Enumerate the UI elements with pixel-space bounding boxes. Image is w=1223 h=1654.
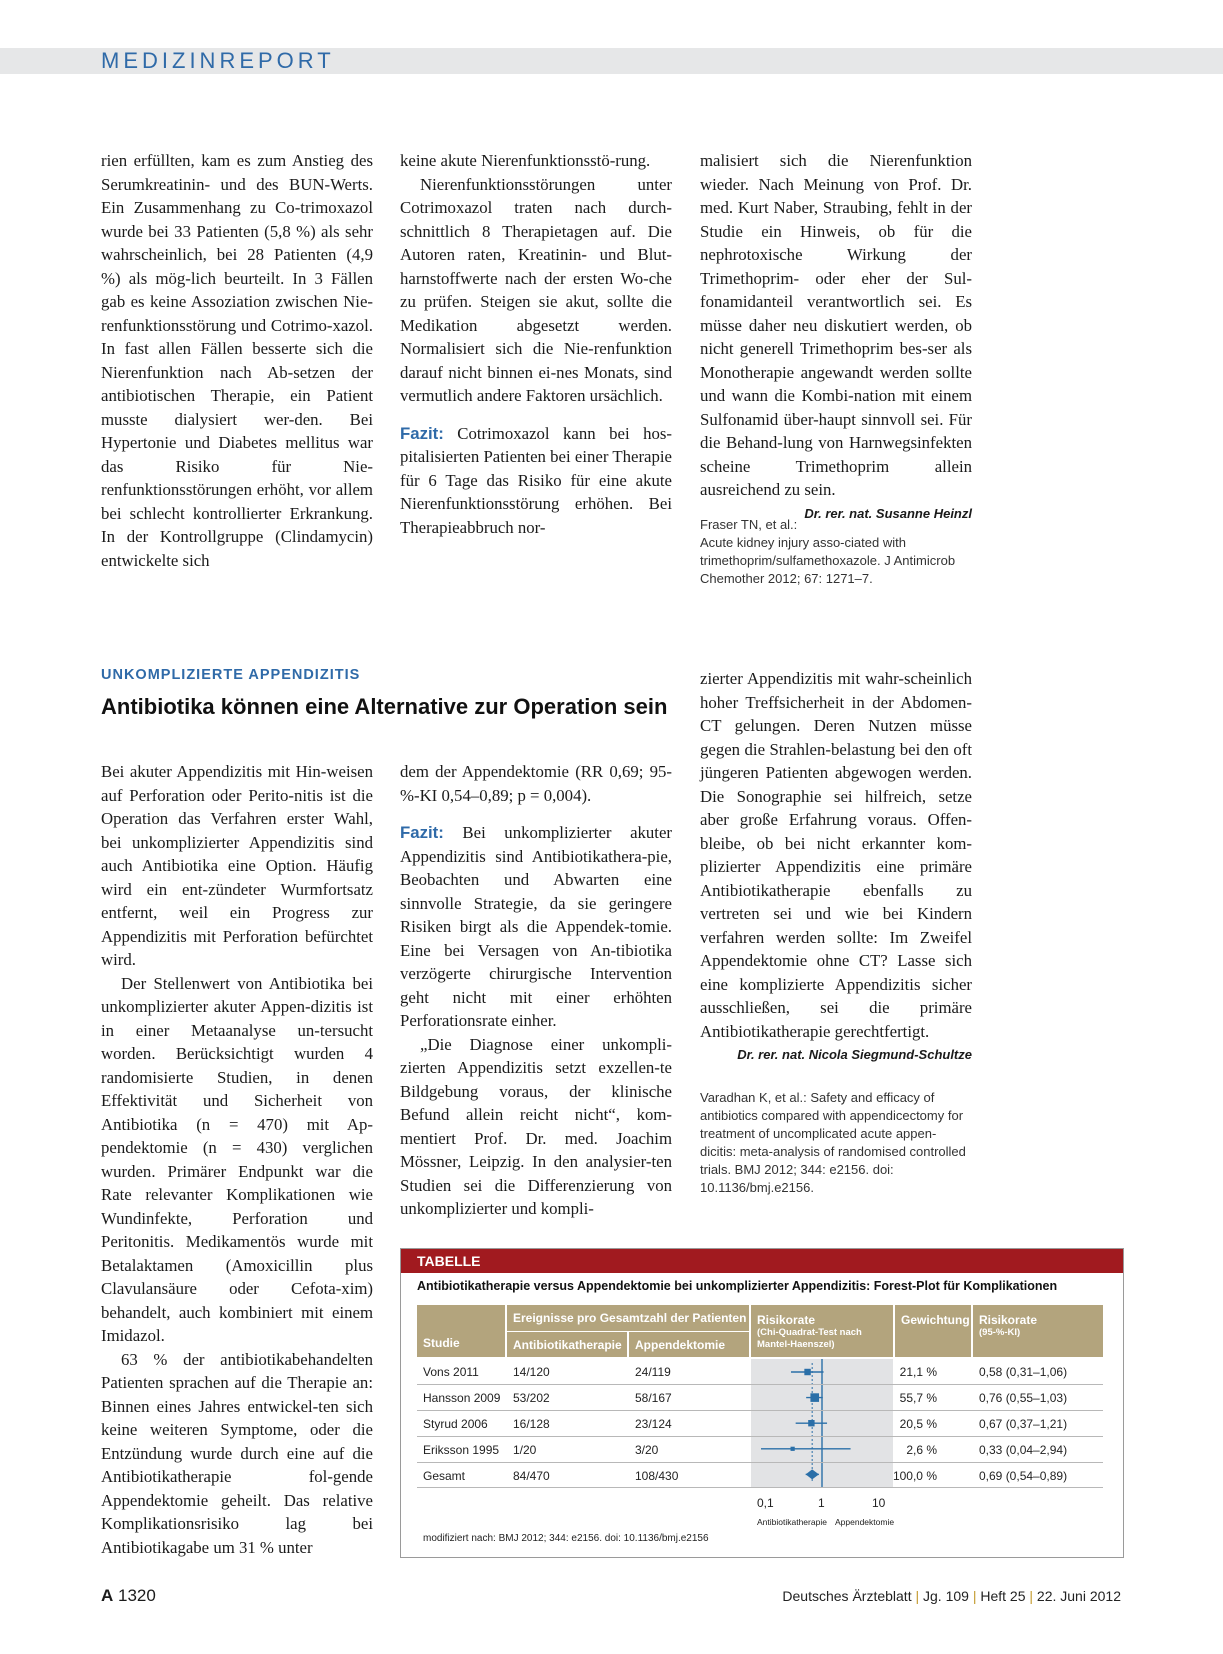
row-separator [417, 1436, 1103, 1437]
cell-gewichtung: 2,6 % [906, 1443, 937, 1457]
article1-col2-p1: keine akute Nierenfunktionsstö-rung. [400, 151, 651, 170]
cell-antibiotika: 53/202 [513, 1391, 550, 1405]
header-risikorate2-sub: (95-%-KI) [979, 1327, 1021, 1338]
cell-appendektomie: 3/20 [635, 1443, 659, 1457]
article2-fazit [400, 821, 672, 1033]
axis-tick-1: 1 [818, 1496, 825, 1510]
article2-headline: Antibiotika können eine Alternative zur Operation sein [101, 694, 668, 719]
article1-column3 [700, 149, 972, 588]
article1-fazit-text: Cotrimoxazol kann bei hos-pitalisierten Patienten bei einer Therapie für 6 Tage das Risiko für eine akute Nierenfunktionsstörung erhöhen. Bei Therapieabbruch nor- [400, 423, 672, 537]
page-number-value: 1320 [118, 1586, 156, 1605]
article2-column1 [101, 760, 373, 1559]
header-risikorate-sub: (Chi-Quadrat-Test nach Mantel-Haenszel) [757, 1327, 862, 1350]
article2-col2-p1: dem der Appendektomie (RR 0,69; 95-%-KI 0,54–0,89; p = 0,004). [400, 762, 672, 805]
table-source: modifiziert nach: BMJ 2012; 344: e2156. doi: 10.1136/bmj.e2156 [423, 1533, 709, 1544]
forest-plot-table [400, 1248, 1124, 1558]
axis-tick-0-1: 0,1 [757, 1496, 774, 1510]
journal-footer [782, 1588, 1121, 1604]
header-appendektomie: Appendektomie [635, 1338, 726, 1352]
page-prefix: A [101, 1586, 114, 1605]
cell-antibiotika: 14/120 [513, 1365, 550, 1379]
cell-studie: Eriksson 1995 [423, 1443, 500, 1457]
cell-appendektomie: 58/167 [635, 1391, 672, 1405]
cell-appendektomie: 24/119 [635, 1365, 671, 1379]
cell-risikorate: 0,33 (0,04–2,94) [979, 1443, 1068, 1457]
article1-author: Dr. rer. nat. Susanne Heinzl [804, 505, 972, 521]
cell-gewichtung: 55,7 % [899, 1391, 937, 1405]
article1-column2 [400, 149, 672, 539]
forest-plot [751, 1359, 893, 1487]
article2-reference: Varadhan K, et al.: Safety and efficacy of antibiotics compared with appendicectomy for treatment of uncomplicated acute appen-dicitis: meta-analysis of randomised controlled trials. BMJ 2012; 344: e2156. doi: 10.1136/bmj.e2156. [700, 1089, 966, 1195]
header-ereignisse: Ereignisse pro Gesamtzahl der Patienten [513, 1311, 747, 1325]
cell-risikorate: 0,69 (0,54–0,89) [979, 1469, 1068, 1483]
cell-studie: Styrud 2006 [423, 1417, 488, 1431]
article2-author: Dr. rer. nat. Nicola Siegmund-Schultze [737, 1047, 972, 1062]
point-estimate-marker [791, 1447, 795, 1451]
header-studie-bg [417, 1305, 505, 1357]
journal-date: 22. Juni 2012 [1036, 1588, 1121, 1604]
article2-col1-p3: 63 % der antibiotikabehandelten Patienten sprachen auf die Therapie an: Binnen eines Jahres entwickel-ten sich keine weiteren Symptome, oder die Entzündung wurde durch eine auf die Antibiotikatherapie fol-gende Appendektomie geheilt. Das relative Komplikationsrisiko lag bei Antibiotikagabe um 31 % unter [101, 1349, 373, 1557]
table-caption: Antibiotikatherapie versus Appendektomie bei unkomplizierter Appendizitis: Forest-Plot für Komplikationen [417, 1279, 1058, 1293]
article2-column2 [400, 760, 672, 1221]
article1-col2-p2: Nierenfunktionsstörungen unter Cotrimoxazol traten nach durch-schnittlich 8 Therapietagen auf. Die Autoren raten, Kreatinin- und Blut-harnstoffwerte nach der ersten Wo-che zu prüfen. Steigen sie akut, sollte die Medikation abgesetzt werden. Normalisiert sich die Nie-renfunktion darauf nicht binnen ei-nes Monats, sind vermutlich andere Faktoren ursächlich. [400, 174, 672, 405]
header-antibiotika: Antibiotikatherapie [513, 1338, 622, 1352]
header-risikorate2-bg [973, 1305, 1103, 1357]
article1-col1-text: rien erfüllten, kam es zum Anstieg des Serumkreatinin- und des BUN-Werts. Ein Zusammenhang zu Co-trimoxazol wurde bei 33 Patienten (5,8 %) als sehr wahrscheinlich, bei 28 Patienten (4,9 %) als mög-lich beurteilt. In 3 Fällen gab es keine Assoziation zwischen Nie-renfunktionsstörung und Cotrimo-xazol. In fast allen Fällen besserte sich die Nierenfunktion nach Ab-setzen der antibiotischen Therapie, ein Patient musste dialysiert wer-den. Bei Hypertonie und Diabetes mellitus war das Risiko für Nie-renfunktionsstörungen erhöht, vor allem bei schlecht kontrollierter Erkrankung. In der Kontrollgruppe (Clindamycin) entwickelte sich [101, 151, 373, 570]
cell-antibiotika: 1/20 [513, 1443, 537, 1457]
header-risikorate-bg [751, 1305, 893, 1357]
row-separator [417, 1462, 1103, 1463]
header-risikorate2: Risikorate [979, 1313, 1038, 1327]
header-gewichtung: Gewichtung [901, 1313, 970, 1327]
article1-col3-body: malisiert sich die Nierenfunktion wieder. Nach Meinung von Prof. Dr. med. Kurt Naber, Straubing, fehlt in der Studie ein Hinweis, ob für die nephrotoxische Wirkung der Trimethoprim- oder eher der Sul-fonamidanteil verantwortlich sei. Es müsse daher neu diskutiert werden, ob nicht generell Trimethoprim bes-ser als Monotherapie angewandt werden sollte und wann die Kombi-nation mit einem Sulfonamid über-haupt sinnvoll sei. Für die Behand-lung von Harnwegsinfekten scheine Trimethoprim allein ausreichend zu sein. [700, 151, 972, 499]
footer-divider: | [915, 1588, 920, 1604]
cell-antibiotika: 16/128 [513, 1417, 550, 1431]
row-separator [417, 1487, 1103, 1488]
point-estimate-marker [804, 1369, 810, 1375]
header-gewichtung-bg [895, 1305, 971, 1357]
journal-issue: Heft 25 [980, 1588, 1026, 1604]
article1-reference: Fraser TN, et al.: Acute kidney injury asso-ciated with trimethoprim/sulfamethoxazole. J Antimicrob Chemother 2012; 67: 1271–7. [700, 516, 956, 586]
cell-risikorate: 0,76 (0,55–1,03) [979, 1391, 1068, 1405]
page-number [101, 1586, 156, 1606]
header-appendektomie-bg [629, 1332, 749, 1357]
row-separator [417, 1410, 1103, 1411]
article1-fazit [400, 422, 672, 540]
cell-studie: Gesamt [423, 1469, 466, 1483]
axis-right-label: Appendektomie [835, 1517, 895, 1527]
journal-volume: Jg. 109 [923, 1588, 969, 1604]
article2-col1-p2: Der Stellenwert von Antibiotika bei unkomplizierter akuter Appen-dizitis ist in einer Metaanalyse un-tersucht worden. Berücksichtigt wurden 4 randomisierte Studien, in denen Effektivität und Sicherheit von Antibiotika (n = 470) mit Ap-pendektomie (n = 430) verglichen wurden. Primärer Endpunkt war die Rate relevanter Komplikationen wie Wundinfekte, Perforation und Peritonitis. Medikamentös wurde mit Betalaktamen (Amoxicillin plus Clavulansäure oder Cefota-xim) behandelt, auch kombiniert mit einem Imidazol. [101, 973, 373, 1345]
article2-fazit-text: Bei unkomplizierter akuter Appendizitis sind Antibiotikathera-pie, Beobachten und Abwarten eine sinnvolle Strategie, da sie geringere Risiken birgt als die Appendek-tomie. Eine bei Versagen von An-tibiotika verzögerte chirurgische Intervention geht nicht mit einer erhöhten Perforationsrate einher. [400, 823, 672, 1030]
cell-studie: Vons 2011 [423, 1365, 479, 1379]
header-antibiotika-bg [507, 1332, 627, 1357]
footer-divider: | [972, 1588, 977, 1604]
point-estimate-marker [808, 1420, 814, 1426]
article2-col2-p3: „Die Diagnose einer unkompli-zierten Appendizitis setzt exzellen-te Bildgebung voraus, der klinische Befund allein reicht nicht“, kom-mentiert Prof. Dr. med. Joachim Mössner, Leipzig. In den analysier-ten Studien sei die Differenzierung von unkomplizierter und kompli- [400, 1034, 672, 1218]
journal-name: Deutsches Ärzteblatt [782, 1588, 912, 1604]
cell-appendektomie: 108/430 [635, 1469, 679, 1483]
row-separator [417, 1384, 1103, 1385]
point-estimate-marker [810, 1393, 819, 1402]
footer-divider: | [1029, 1588, 1034, 1604]
cell-gewichtung: 100,0 % [892, 1469, 937, 1483]
cell-appendektomie: 23/124 [635, 1417, 672, 1431]
article1-col3-text [700, 149, 972, 521]
cell-risikorate: 0,58 (0,31–1,06) [979, 1365, 1068, 1379]
cell-antibiotika: 84/470 [513, 1469, 550, 1483]
axis-tick-10: 10 [872, 1496, 886, 1510]
article2-col3-text: zierter Appendizitis mit wahr-scheinlich hoher Treffsicherheit in der Abdomen-CT gelungen. Deren Nutzen müsse gegen die Strahlen-belastung bei den oft jüngeren Patienten abgewogen werden. Die Sonographie sei hilfreich, setze aber große Erfahrung voraus. Offen-bleibe, ob bei nicht erkannter kom-plizierter Appendizitis eine primäre Antibiotikatherapie ebenfalls zu vertreten sei und wie bei Kindern verfahren werden sollte: Im Zweifel Appendektomie ohne CT? Lasse sich eine komplizierte Appendizitis sicher ausschließen, sei die primäre Antibiotikatherapie gerechtfertigt. [700, 669, 972, 1041]
header-risikorate: Risikorate [757, 1313, 816, 1327]
axis-left-label: Antibiotikatherapie [757, 1517, 827, 1527]
header-studie: Studie [423, 1336, 460, 1350]
cell-gewichtung: 21,1 % [899, 1365, 937, 1379]
cell-gewichtung: 20,5 % [899, 1417, 937, 1431]
fazit-label-2: Fazit: [400, 823, 444, 842]
cell-studie: Hansson 2009 [423, 1391, 501, 1405]
article2-kicker: UNKOMPLIZIERTE APPENDIZITIS [101, 667, 361, 683]
article2-col1-p1: Bei akuter Appendizitis mit Hin-weisen auf Perforation oder Perito-nitis ist die Operation das Verfahren erster Wahl, bei unkomplizierter Appendizitis sind auch Antibiotika eine Option. Häufig wird ein ent-zündeter Wurmfortsatz entfernt, weil ein Progress zur Appendizitis mit Perforation befürchtet wird. [101, 762, 373, 969]
table-label: TABELLE [401, 1249, 1123, 1273]
article2-column3 [700, 667, 972, 1197]
fazit-label: Fazit: [400, 423, 444, 443]
pooled-diamond [806, 1469, 819, 1479]
cell-risikorate: 0,67 (0,37–1,21) [979, 1417, 1068, 1431]
article1-column1 [101, 149, 373, 572]
header-ereignisse-bg [507, 1305, 749, 1331]
section-title: MEDIZINREPORT [101, 48, 335, 73]
